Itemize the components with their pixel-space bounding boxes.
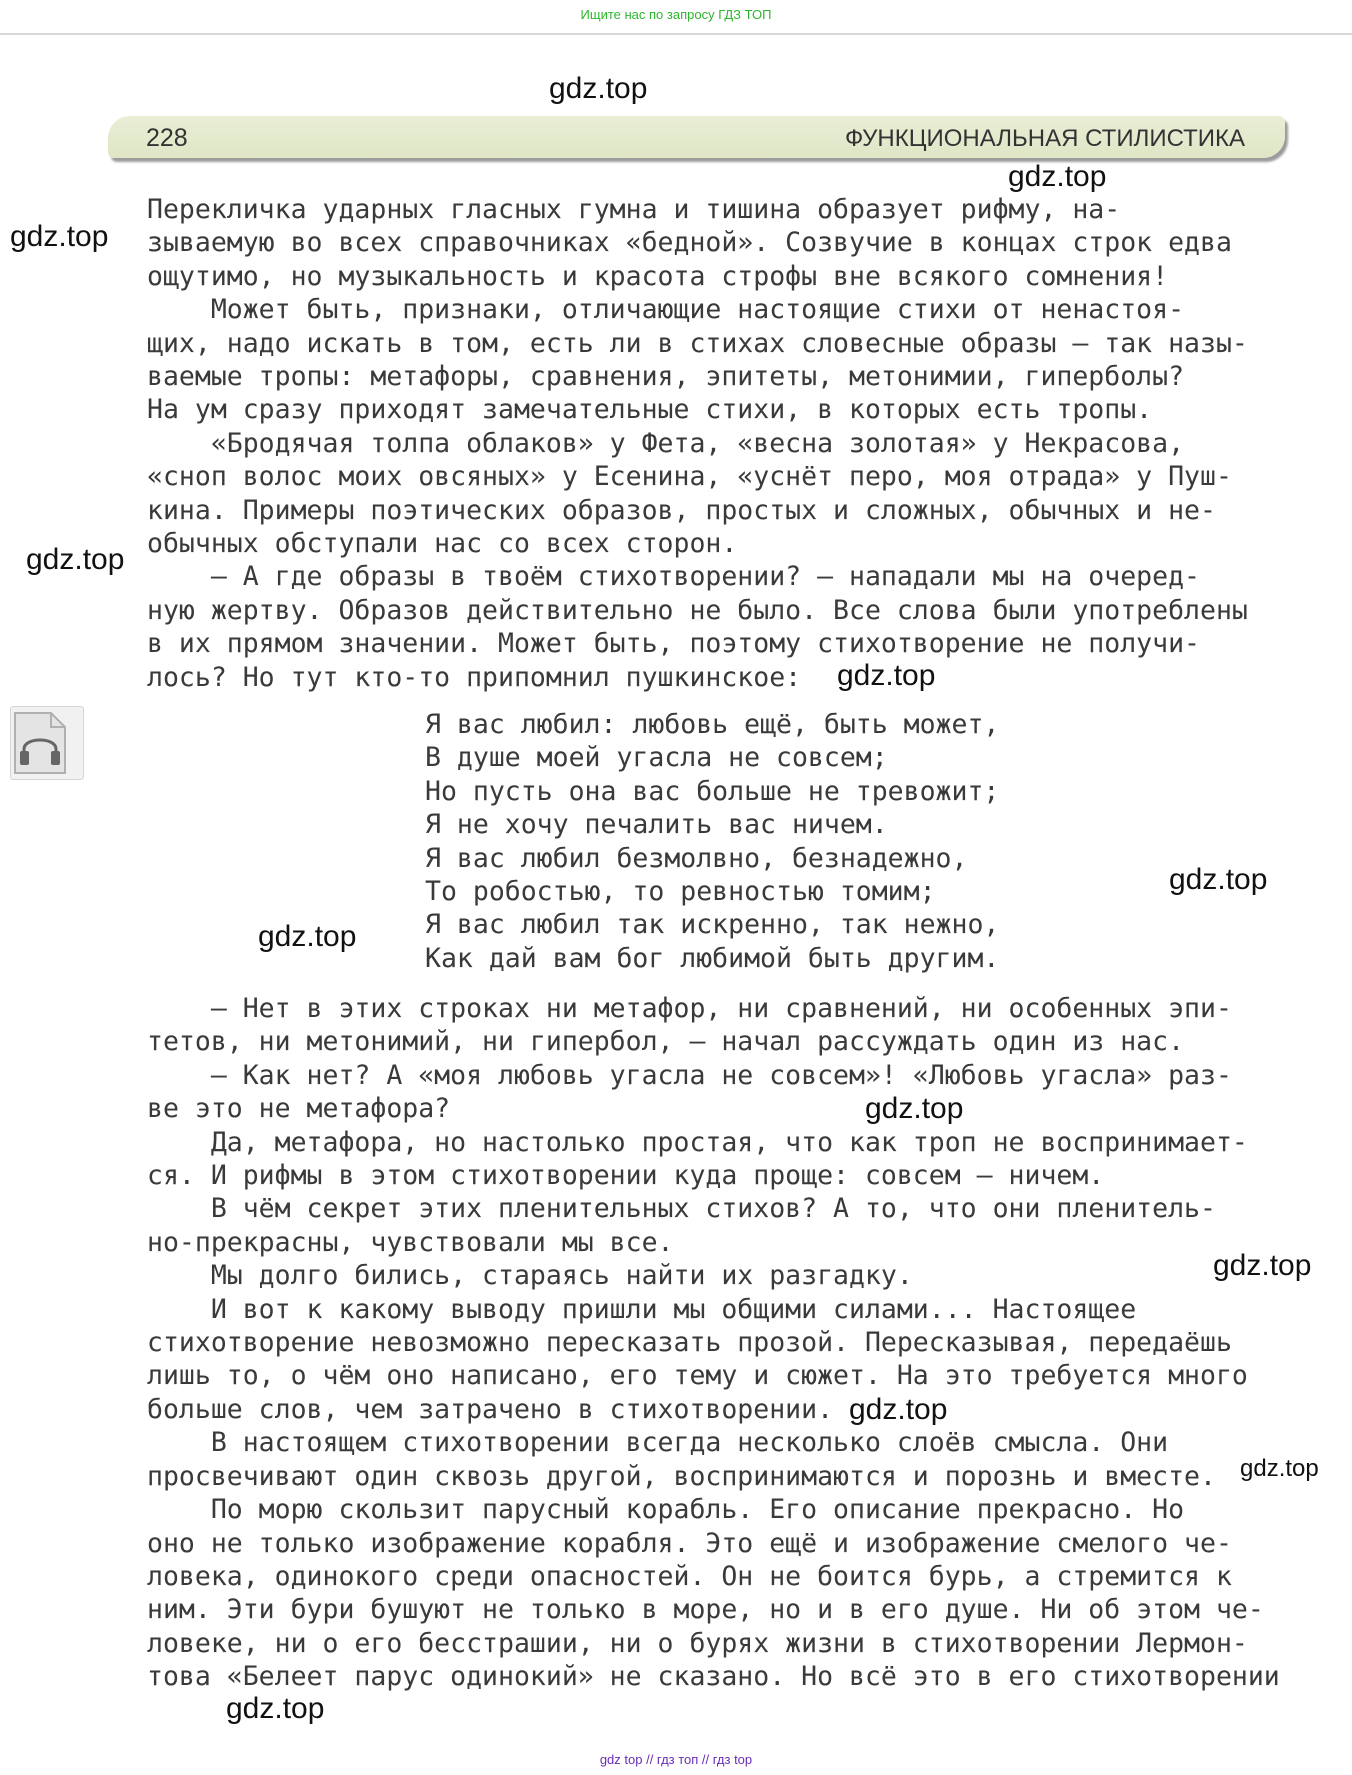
watermark: gdz.top — [10, 220, 109, 253]
headphones-icon — [11, 707, 83, 779]
audio-button[interactable] — [10, 706, 84, 780]
watermark: gdz.top — [1213, 1249, 1312, 1282]
body-text-part-1: Перекличка ударных гласных гумна и тишина образует рифму, на- зываемую во всех справочниках «бедной». Созвучие в концах строк едва ощутимо, но музыкальность и красота строфы вне всякого сомнения! Может быть, признаки, отличающие настоящие стихи от ненастоя- щих, надо искать в том, есть ли в стихах словесные образы — так назы- ваемые тропы: метафоры, сравнения, эпитеты, метонимии, гиперболы? На ум сразу приходят замечательные стихи, в которых есть тропы. «Бродячая толпа облаков» у Фета, «весна золотая» у Некрасова, «сноп волос моих овсяных» у Есенина, «уснёт перо, моя отрада» у Пуш- кина. Примеры поэтических образов, простых и сложных, обычных и не- обычных обступали нас со всех сторон. — А где образы в твоём стихотворении? — нападали мы на очеред- ную жертву. Образов действительно не было. Все слова были употреблены в их прямом значении. Может быть, поэтому стихотворение не получи- лось? Но тут кто-то припомнил пушкинское: — [147, 194, 1248, 693]
watermark: gdz.top — [1240, 1455, 1319, 1482]
watermark: gdz.top — [1008, 160, 1107, 193]
section-title: ФУНКЦИОНАЛЬНАЯ СТИЛИСТИКА — [845, 125, 1245, 152]
top-banner — [0, 0, 1352, 35]
page-number: 228 — [146, 124, 188, 152]
watermark: gdz.top — [258, 920, 357, 953]
watermark: gdz.top — [865, 1092, 964, 1125]
bottom-links[interactable]: gdz top // гдз топ // гдз top — [599, 1752, 753, 1767]
watermark: gdz.top — [549, 72, 648, 105]
poem: Я вас любил: любовь ещё, быть может, В душе моей угасла не совсем; Но пусть она вас больше не тревожит; Я не хочу печалить вас ничем. Я вас любил безмолвно, безнадежно, То робостью, то ревностью томим; Я вас любил так искренно, так нежно, Как дай вам бог любимой быть другим. — [425, 709, 1000, 974]
watermark: gdz.top — [849, 1393, 948, 1426]
watermark: gdz.top — [226, 1692, 325, 1725]
watermark: gdz.top — [837, 659, 936, 692]
search-hint: Ищите нас по запросу ГДЗ ТОП — [580, 7, 772, 22]
watermark: gdz.top — [1169, 863, 1268, 896]
page-header — [108, 116, 1285, 158]
body-text-part-2: — Нет в этих строках ни метафор, ни сравнений, ни особенных эпи- тетов, ни метонимий, ни гипербол, — начал рассуждать один из нас. — Как нет? А «моя любовь угасла не совсем»! «Любовь угасла» раз- ве это не метафора? Да, метафора, но настолько простая, что как троп не воспринимает- ся. И рифмы в этом стихотворении куда проще: совсем — ничем. В чём секрет этих пленительных стихов? А то, что они пленитель- но-прекрасны, чувствовали мы все. Мы долго бились, стараясь найти их разгадку. И вот к какому выводу пришли мы общими силами... Настоящее стихотворение невозможно пересказать прозой. Пересказывая, передаёшь лишь то, о чём оно написано, его тему и сюжет. На это требуется много больше слов, чем затрачено в стихотворении. В настоящем стихотворении всегда несколько слоёв смысла. Они просвечивают один сквозь другой, воспринимаются и порознь и вместе. По морю скользит парусный корабль. Его описание прекрасно. Но оно не только изображение корабля. Это ещё и изображение смелого че- ловека, одинокого среди опасностей. Он не боится бурь, а стремится к ним. Эти бури бушуют не только в море, но и в его душе. Ни об этом че- ловеке, ни о его бесстрашии, ни о бурях жизни в стихотворении Лермон- това «Белеет парус одинокий» не сказано. Но всё это в его стихотворении — [147, 993, 1280, 1693]
watermark: gdz.top — [26, 543, 125, 576]
